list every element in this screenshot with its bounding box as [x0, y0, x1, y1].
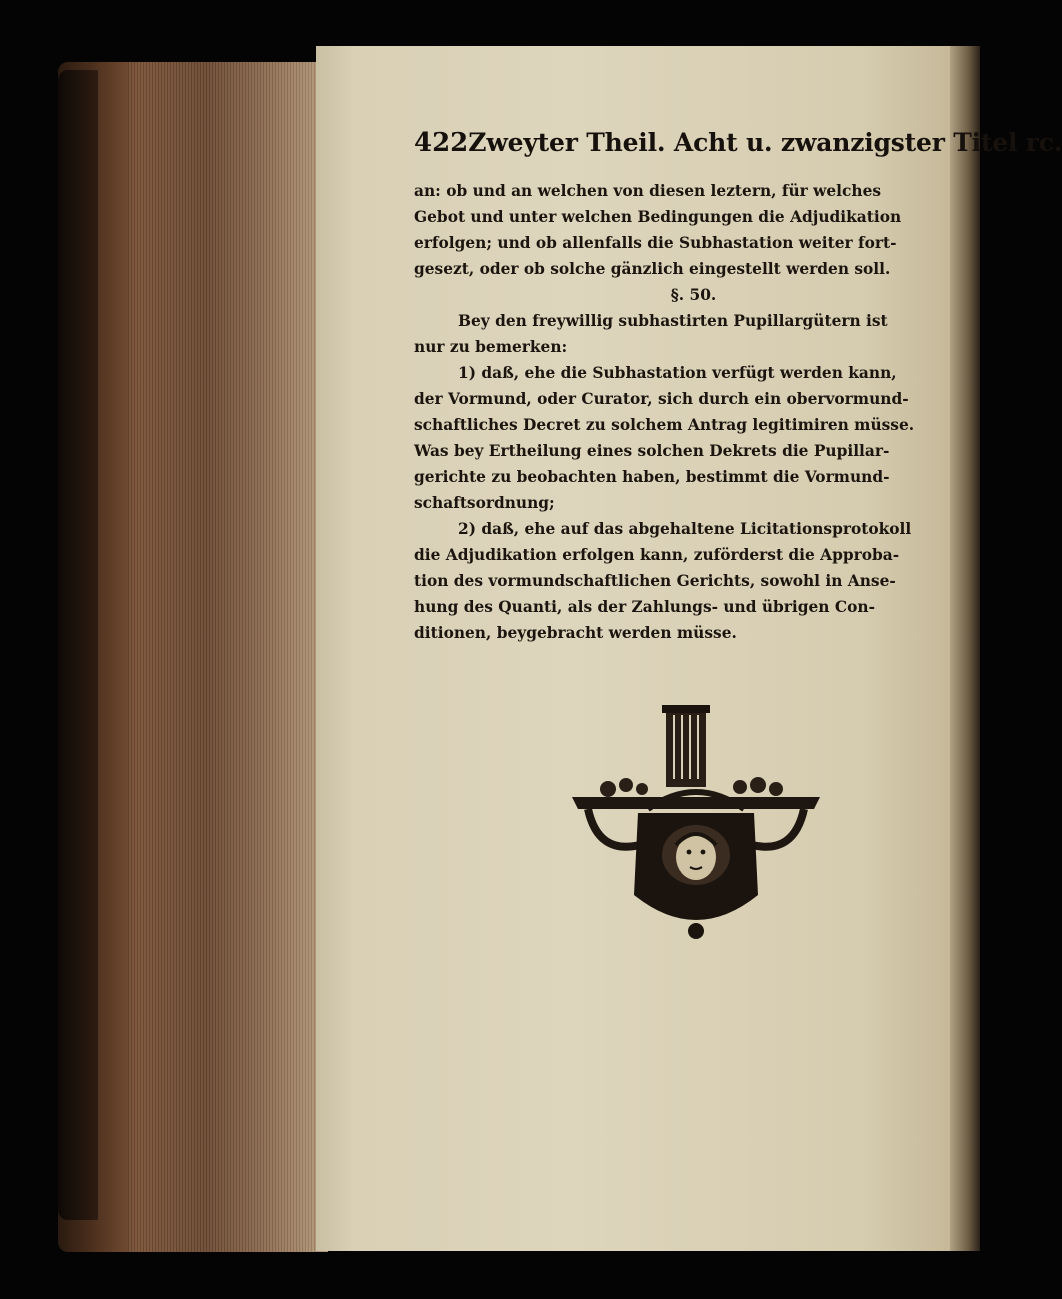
text-line: schaftsordnung;	[414, 494, 555, 512]
running-title: Zweyter Theil. Acht u. zwanzigster Titel rc.	[468, 128, 1062, 157]
text-line: Gebot und unter welchen Bedingungen die Adjudikation	[414, 208, 902, 226]
body-text	[414, 178, 959, 646]
text-line: schaftliches Decret zu solchem Antrag legitimiren müsse.	[414, 416, 915, 434]
vignette-ornament-icon	[568, 705, 824, 945]
book-spine	[58, 70, 98, 1220]
text-line: Was bey Ertheilung eines solchen Dekrets die Pupillar-	[414, 442, 890, 460]
text-line: Bey den freywillig subhastirten Pupillargütern ist	[458, 312, 888, 330]
list-item-1: 1) daß, ehe die Subhastation verfügt werden kann,	[458, 364, 897, 382]
text-line: die Adjudikation erfolgen kann, zuförderst die Approba-	[414, 546, 900, 564]
text-line: gerichte zu beobachten haben, bestimmt die Vormund-	[414, 468, 890, 486]
text-line: hung des Quanti, als der Zahlungs- und übrigen Con-	[414, 598, 875, 616]
list-item-2: 2) daß, ehe auf das abgehaltene Licitationsprotokoll	[458, 520, 912, 538]
page-number: 422	[414, 128, 469, 158]
text-line: der Vormund, oder Curator, sich durch ein obervormund-	[414, 390, 909, 408]
text-line: an: ob und an welchen von diesen leztern, für welches	[414, 182, 882, 200]
section-heading: §. 50.	[670, 286, 717, 304]
page-header	[414, 128, 1062, 172]
text-line: ditionen, beygebracht werden müsse.	[414, 624, 737, 642]
text-line: erfolgen; und ob allenfalls die Subhastation weiter fort-	[414, 234, 897, 252]
text-line: nur zu bemerken:	[414, 338, 568, 356]
text-line: gesezt, oder ob solche gänzlich eingestellt werden soll.	[414, 260, 891, 278]
book-page-edges	[58, 62, 328, 1252]
text-line: tion des vormundschaftlichen Gerichts, sowohl in Anse-	[414, 572, 896, 590]
